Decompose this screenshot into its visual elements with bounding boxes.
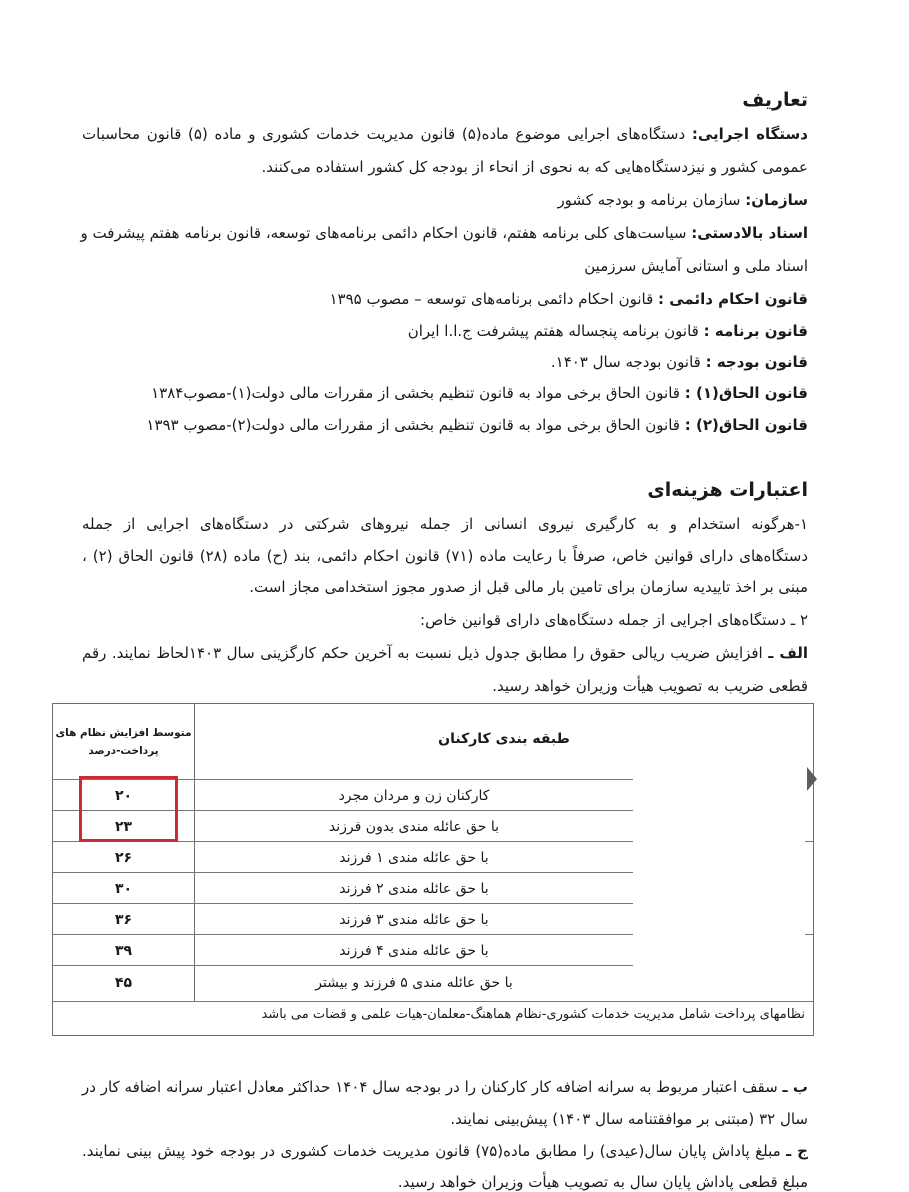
definition-permanent-law: قانون احکام دائمی : قانون احکام دائمی برنامه‌های توسعه – مصوب ۱۳۹۵ [329, 290, 808, 308]
row-category: کارکنان زن و مردان مجرد [338, 788, 490, 804]
row-category: با حق عائله مندی ۲ فرزند [339, 881, 489, 897]
row-percent: ۲۰ [114, 788, 133, 804]
definition-term: سازمان: [745, 191, 808, 209]
definition-term: قانون الحاق(۲) : [684, 416, 808, 434]
definition-annex-law-1: قانون الحاق(۱) : قانون الحاق برخی مواد به قانون تنظیم بخشی از مقررات مالی دولت(۱)-مصوب۱۳۸۴ [151, 384, 808, 402]
page-marker-icon [807, 767, 817, 791]
row-percent: ۴۵ [114, 975, 133, 991]
definition-text: اسناد ملی و استانی آمایش سرزمین [584, 257, 808, 275]
definition-term: قانون احکام دائمی : [658, 290, 808, 308]
definitions-heading: تعاریف [742, 89, 808, 111]
paragraph-2: ۲ ـ دستگاه‌های اجرایی از جمله دستگاه‌های دارای قوانین خاص: [420, 611, 808, 629]
definition-term: قانون بودجه : [705, 353, 808, 371]
clause-text: مبلغ قطعی پاداش پایان سال به تصویب هیأت وزیران خواهد رسید. [397, 1173, 808, 1191]
row-percent: ۳۹ [114, 943, 133, 959]
clause-text: سال ۳۲ (مبتنی بر موافقتنامه سال ۱۴۰۳) پیش‌بینی نمایند. [450, 1110, 808, 1128]
row-percent: ۲۳ [114, 819, 133, 835]
row-border-tick [805, 841, 813, 842]
definition-term: دستگاه اجرایی: [691, 125, 808, 143]
definition-upstream-docs: اسناد بالادستی: سیاست‌های کلی برنامه هفتم، قانون احکام دائمی برنامه‌های توسعه، قانون برنامه هفتم پیشرفت و [80, 224, 808, 242]
definition-text: عمومی کشور و نیزدستگاه‌هایی که به نحوی از انحاء از بودجه کل کشور استفاده می‌کنند. [261, 158, 808, 176]
row-percent: ۲۶ [114, 850, 133, 866]
row-category: با حق عائله مندی ۳ فرزند [339, 912, 489, 928]
clause-alef: الف ـ افزایش ضریب ریالی حقوق را مطابق جدول ذیل نسبت به آخرین حکم کارگزینی سال ۱۴۰۳لحاظ نمایند. رقم [82, 644, 809, 662]
row-percent: ۳۶ [114, 912, 133, 928]
paragraph-1-line: ۱-هرگونه استخدام و به کارگیری نیروی انسانی از جمله نیروهای شرکتی در دستگاه‌های اجرایی از جمله [82, 515, 808, 533]
expenses-heading: اعتبارات هزینه‌ای [647, 479, 808, 501]
definition-organization: سازمان: سازمان برنامه و بودجه کشور [557, 191, 808, 209]
definition-term: قانون برنامه : [703, 322, 808, 340]
row-category: با حق عائله مندی بدون فرزند [328, 819, 500, 835]
table-footer-note: نظامهای پرداخت شامل مدیریت خدمات کشوری-نظام هماهنگ-معلمان-هیات علمی و قضات می باشد [261, 1007, 805, 1022]
header-category: طبقه بندی کارکنان [438, 731, 570, 747]
definition-program-law: قانون برنامه : قانون برنامه پنجساله هفتم پیشرفت ج.ا.ا ایران [407, 322, 808, 340]
definition-term: قانون الحاق(۱) : [684, 384, 808, 402]
clause-label: ب ـ [782, 1078, 808, 1096]
row-border [53, 1001, 813, 1002]
highlight-box [79, 776, 178, 842]
row-category: با حق عائله مندی ۵ فرزند و بیشتر [315, 975, 513, 991]
clause-jim: ج ـ مبلغ پاداش پایان سال(عیدی) را مطابق ماده(۷۵) قانون مدیریت خدمات کشوری در بودجه خود پیش بینی نمایند. [82, 1142, 808, 1160]
row-category: با حق عائله مندی ۱ فرزند [339, 850, 489, 866]
definition-executive-body: دستگاه اجرایی: دستگاه‌های اجرایی موضوع ماده(۵) قانون مدیریت خدمات کشوری و ماده (۵) قانون محاسبات [82, 125, 808, 143]
row-category: با حق عائله مندی ۴ فرزند [339, 943, 489, 959]
paragraph-1-line: مبنی بر اخذ تاییدیه سازمان برای تامین بار مالی قبل از صدور مجوز استخدامی مجاز است. [249, 578, 808, 596]
header-percent: متوسط افزایش نظام های پرداخت-درصد [55, 727, 192, 757]
clause-label: ج ـ [786, 1142, 808, 1160]
salary-increase-table [52, 703, 814, 1036]
paragraph-1-line: دستگاه‌های دارای قوانین خاص، صرفاً با رعایت ماده (۷۱) قانون احکام دائمی، بند (ح) ماده (۲۸) قانون الحاق (۲) ، [82, 547, 809, 565]
clause-be: ب ـ سقف اعتبار مربوط به سرانه اضافه کار کارکنان را در بودجه سال ۱۴۰۴ حداکثر معادل اعتبار سرانه اضافه کار در [82, 1078, 808, 1096]
clause-label: الف ـ [768, 644, 809, 662]
row-border-tick [805, 934, 813, 935]
clause-text: قطعی ضریب به تصویب هیأت وزیران خواهد رسید. [492, 677, 808, 695]
definition-annex-law-2: قانون الحاق(۲) : قانون الحاق برخی مواد به قانون تنظیم بخشی از مقررات مالی دولت(۲)-مصوب ۱۳۹۳ [146, 416, 808, 434]
row-percent: ۳۰ [114, 881, 133, 897]
definition-budget-law: قانون بودجه : قانون بودجه سال ۱۴۰۳. [550, 353, 808, 371]
definition-term: اسناد بالادستی: [691, 224, 808, 242]
